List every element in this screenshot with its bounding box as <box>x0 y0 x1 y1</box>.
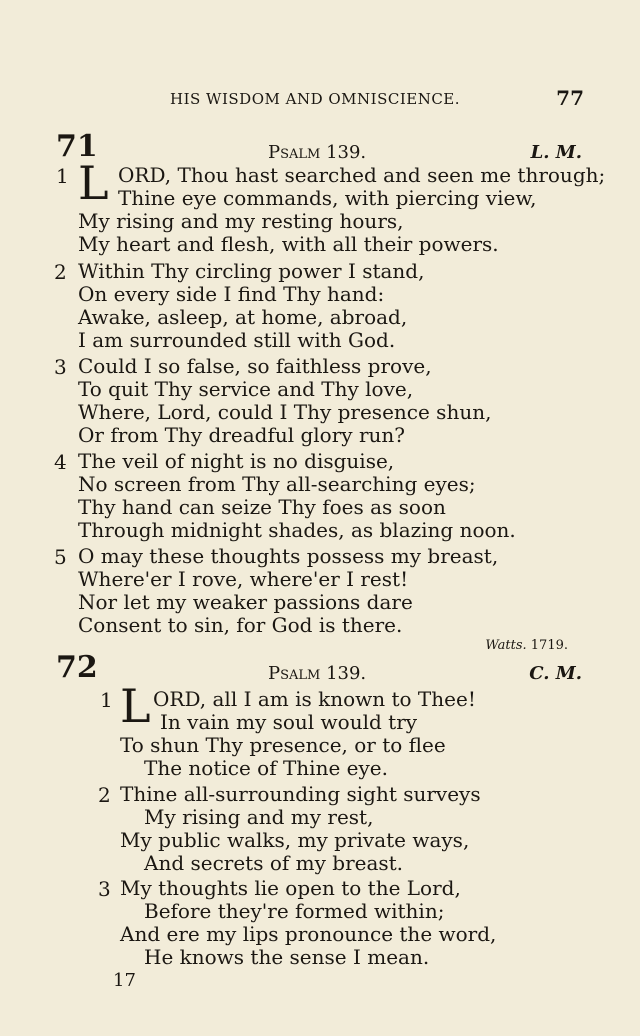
hymn-line: ORD, Thou hast searched and seen me through; <box>118 163 606 187</box>
verse-number: 2 <box>98 783 111 807</box>
hymn-line: My rising and my rest, <box>144 805 374 829</box>
hymn-number: 71 <box>56 129 98 164</box>
hymn-line: My public walks, my private ways, <box>120 828 470 852</box>
hymn-number: 72 <box>56 650 98 685</box>
hymn-line: Or from Thy dreadful glory run? <box>78 423 405 447</box>
verse-number: 4 <box>54 450 67 474</box>
verse-number: 5 <box>54 545 67 569</box>
hymn-line: ORD, all I am is known to Thee! <box>153 687 476 711</box>
hymn-line: Nor let my weaker passions dare <box>78 590 413 614</box>
verse-number: 3 <box>98 877 111 901</box>
hymn-line: Consent to sin, for God is there. <box>78 613 403 637</box>
verse-number: 3 <box>54 355 67 379</box>
hymn-line: Before they're formed within; <box>144 899 445 923</box>
psalm-reference: Psalm 139. <box>268 142 367 163</box>
psalm-reference: Psalm 139. <box>268 663 367 684</box>
author: Watts. <box>485 638 527 653</box>
hymn-line: Thine all-surrounding sight surveys <box>120 782 481 806</box>
year: 1719. <box>530 638 568 653</box>
hymn-line: The notice of Thine eye. <box>144 756 388 780</box>
hymn-line: I am surrounded still with God. <box>78 328 396 352</box>
hymn-line: My heart and flesh, with all their powers. <box>78 232 499 256</box>
running-head: HIS WISDOM AND OMNISCIENCE. <box>170 90 461 108</box>
verse-number: 2 <box>54 260 67 284</box>
verse-number: 1 <box>100 688 113 712</box>
drop-cap: L <box>78 156 109 210</box>
hymn-line: He knows the sense I mean. <box>144 945 430 969</box>
attribution <box>485 638 568 653</box>
hymn-line: My thoughts lie open to the Lord, <box>120 876 461 900</box>
hymn-line: O may these thoughts possess my breast, <box>78 544 499 568</box>
hymn-line: No screen from Thy all-searching eyes; <box>78 472 476 496</box>
meter: L. M. <box>530 142 582 163</box>
hymn-line: My rising and my resting hours, <box>78 209 404 233</box>
hymn-line: And ere my lips pronounce the word, <box>120 922 497 946</box>
drop-cap: L <box>120 679 151 733</box>
page-number: 77 <box>556 86 584 110</box>
meter: C. M. <box>529 663 582 684</box>
hymn-line: In vain my soul would try <box>160 710 418 734</box>
hymn-line: On every side I find Thy hand: <box>78 282 385 306</box>
signature-mark: 17 <box>113 970 136 991</box>
hymn-line: And secrets of my breast. <box>144 851 404 875</box>
verse-number: 1 <box>56 164 69 188</box>
hymn-line: Through midnight shades, as blazing noon. <box>78 518 516 542</box>
hymn-line: Could I so false, so faithless prove, <box>78 354 432 378</box>
hymn-line: To quit Thy service and Thy love, <box>78 377 414 401</box>
hymn-line: Thy hand can seize Thy foes as soon <box>78 495 446 519</box>
hymn-line: Within Thy circling power I stand, <box>78 259 425 283</box>
hymn-line: Where'er I rove, where'er I rest! <box>78 567 409 591</box>
hymn-line: Awake, asleep, at home, abroad, <box>78 305 408 329</box>
hymn-line: To shun Thy presence, or to flee <box>120 733 446 757</box>
hymn-line: Where, Lord, could I Thy presence shun, <box>78 400 492 424</box>
hymn-line: The veil of night is no disguise, <box>78 449 395 473</box>
hymn-line: Thine eye commands, with piercing view, <box>118 186 537 210</box>
